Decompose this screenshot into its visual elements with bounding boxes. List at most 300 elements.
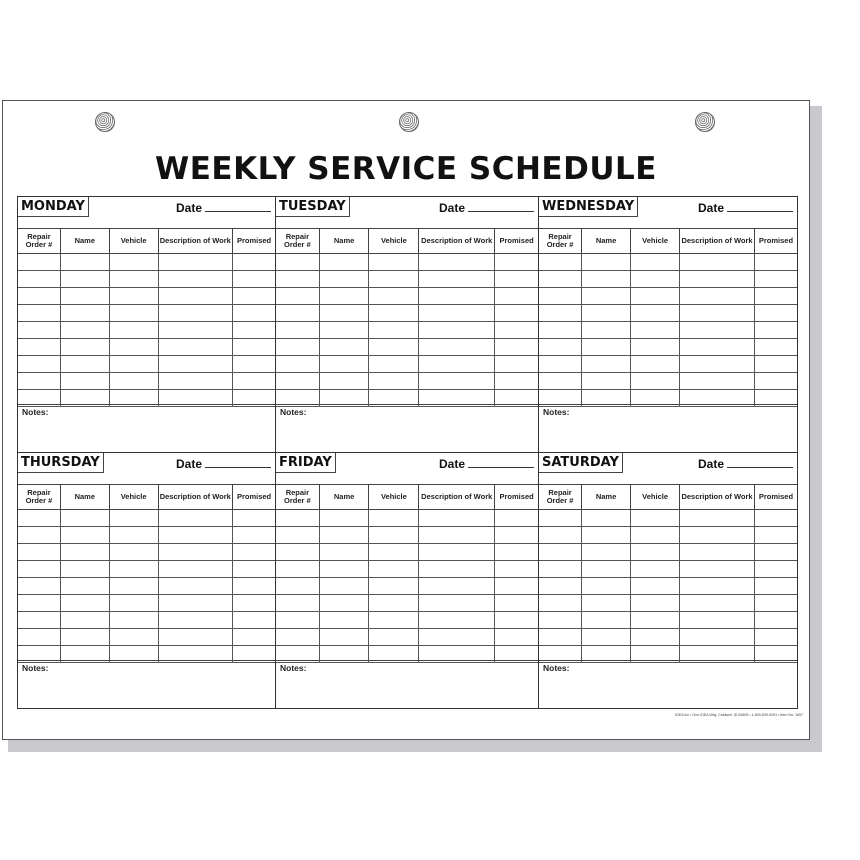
entry-cell[interactable]: [109, 510, 158, 527]
notes-label: Notes:: [22, 663, 49, 673]
entry-cell[interactable]: [495, 322, 538, 339]
entry-cell[interactable]: [158, 322, 233, 339]
entry-cell[interactable]: [754, 339, 797, 356]
date-line[interactable]: [468, 467, 534, 468]
entry-cell[interactable]: [539, 595, 582, 612]
entry-cell[interactable]: [631, 339, 680, 356]
entry-cell[interactable]: [233, 578, 275, 595]
entry-cell[interactable]: [419, 271, 495, 288]
day-header: [539, 197, 797, 228]
entry-cell[interactable]: [419, 322, 495, 339]
entry-cell[interactable]: [539, 510, 582, 527]
entry-cell[interactable]: [631, 305, 680, 322]
punch-hole-icon: [95, 112, 115, 132]
entry-cell[interactable]: [495, 510, 538, 527]
date-line[interactable]: [468, 211, 534, 212]
entry-cell[interactable]: [109, 578, 158, 595]
entry-cell[interactable]: [18, 629, 60, 646]
entry-cell[interactable]: [158, 595, 233, 612]
entry-cell[interactable]: [18, 288, 60, 305]
entry-cell[interactable]: [539, 373, 582, 390]
day-label: SATURDAY: [539, 453, 623, 473]
entry-cell[interactable]: [495, 629, 538, 646]
entry-cell[interactable]: [495, 561, 538, 578]
entry-cell[interactable]: [60, 629, 109, 646]
entry-cell[interactable]: [319, 339, 369, 356]
entry-cell[interactable]: [539, 322, 582, 339]
entry-cell[interactable]: [109, 595, 158, 612]
entry-cell[interactable]: [109, 322, 158, 339]
entry-cell[interactable]: [158, 544, 233, 561]
entry-cell[interactable]: [276, 527, 319, 544]
entry-cell[interactable]: [754, 356, 797, 373]
entry-cell[interactable]: [419, 595, 495, 612]
date-field[interactable]: [176, 201, 271, 215]
entry-cell[interactable]: [582, 271, 631, 288]
entry-cell[interactable]: [369, 510, 419, 527]
entry-cell[interactable]: [539, 612, 582, 629]
entry-cell[interactable]: [109, 305, 158, 322]
entry-cell[interactable]: [233, 373, 275, 390]
entry-cell[interactable]: [60, 356, 109, 373]
entry-cell[interactable]: [319, 254, 369, 271]
table-row: [539, 288, 797, 305]
entry-cell[interactable]: [18, 356, 60, 373]
table-row: [539, 305, 797, 322]
entry-cell[interactable]: [582, 595, 631, 612]
entry-cell[interactable]: [582, 561, 631, 578]
entry-cell[interactable]: [754, 578, 797, 595]
entry-cell[interactable]: [60, 544, 109, 561]
entry-cell[interactable]: [754, 612, 797, 629]
notes-label: Notes:: [543, 407, 570, 417]
entry-cell[interactable]: [319, 527, 369, 544]
entry-cell[interactable]: [680, 578, 755, 595]
entry-cell[interactable]: [419, 629, 495, 646]
entry-cell[interactable]: [582, 629, 631, 646]
entry-cell[interactable]: [419, 288, 495, 305]
entry-cell[interactable]: [60, 339, 109, 356]
entry-cell[interactable]: [60, 527, 109, 544]
notes-label: Notes:: [280, 407, 307, 417]
entry-cell[interactable]: [582, 510, 631, 527]
entry-cell[interactable]: [276, 254, 319, 271]
entry-cell[interactable]: [158, 373, 233, 390]
entry-cell[interactable]: [539, 629, 582, 646]
entry-cell[interactable]: [631, 288, 680, 305]
entry-cell[interactable]: [582, 612, 631, 629]
entry-cell[interactable]: [369, 322, 419, 339]
entry-cell[interactable]: [276, 544, 319, 561]
entry-cell[interactable]: [276, 271, 319, 288]
entry-cell[interactable]: [582, 544, 631, 561]
entry-cell[interactable]: [233, 339, 275, 356]
entry-cell[interactable]: [18, 595, 60, 612]
date-field[interactable]: [439, 457, 534, 471]
table-row: [539, 544, 797, 561]
entry-cell[interactable]: [233, 612, 275, 629]
entry-cell[interactable]: [18, 373, 60, 390]
column-header: Name: [60, 229, 109, 254]
day-label: WEDNESDAY: [539, 197, 638, 217]
entry-cell[interactable]: [233, 510, 275, 527]
entry-cell[interactable]: [276, 561, 319, 578]
entry-cell[interactable]: [631, 373, 680, 390]
entry-cell[interactable]: [60, 254, 109, 271]
entry-cell[interactable]: [276, 578, 319, 595]
entry-cell[interactable]: [18, 271, 60, 288]
entry-cell[interactable]: [109, 612, 158, 629]
entry-cell[interactable]: [419, 373, 495, 390]
entry-cell[interactable]: [680, 510, 755, 527]
column-header: Repair Order #: [18, 485, 60, 510]
entry-cell[interactable]: [631, 271, 680, 288]
entry-cell[interactable]: [18, 544, 60, 561]
entry-cell[interactable]: [495, 339, 538, 356]
table-row: [18, 271, 275, 288]
table-row: [18, 339, 275, 356]
entry-cell[interactable]: [369, 288, 419, 305]
entry-cell[interactable]: [419, 510, 495, 527]
entry-cell[interactable]: [582, 254, 631, 271]
column-header: Name: [319, 485, 369, 510]
table-row: [276, 578, 538, 595]
table-row: [18, 510, 275, 527]
entry-cell[interactable]: [109, 561, 158, 578]
entry-cell[interactable]: [233, 595, 275, 612]
entry-cell[interactable]: [319, 578, 369, 595]
entry-cell[interactable]: [539, 271, 582, 288]
entry-cell[interactable]: [60, 322, 109, 339]
date-line[interactable]: [205, 211, 271, 212]
entry-cell[interactable]: [369, 578, 419, 595]
entry-cell[interactable]: [60, 288, 109, 305]
column-header: Name: [582, 485, 631, 510]
notes-label: Notes:: [543, 663, 570, 673]
entry-cell[interactable]: [754, 544, 797, 561]
entry-cell[interactable]: [495, 305, 538, 322]
entry-cell[interactable]: [233, 629, 275, 646]
entry-cell[interactable]: [419, 527, 495, 544]
column-header: Description of Work: [419, 229, 495, 254]
entry-cell[interactable]: [319, 288, 369, 305]
entry-cell[interactable]: [18, 305, 60, 322]
entry-cell[interactable]: [369, 373, 419, 390]
entry-cell[interactable]: [680, 561, 755, 578]
entry-cell[interactable]: [495, 288, 538, 305]
entry-cell[interactable]: [233, 322, 275, 339]
date-field[interactable]: [698, 457, 793, 471]
entry-cell[interactable]: [276, 510, 319, 527]
entry-cell[interactable]: [319, 322, 369, 339]
table-row: [18, 254, 275, 271]
entry-cell[interactable]: [60, 373, 109, 390]
entry-cell[interactable]: [582, 339, 631, 356]
entry-cell[interactable]: [582, 578, 631, 595]
entry-cell[interactable]: [18, 578, 60, 595]
entry-cell[interactable]: [60, 561, 109, 578]
entry-cell[interactable]: [582, 373, 631, 390]
entry-cell[interactable]: [582, 305, 631, 322]
entry-cell[interactable]: [754, 510, 797, 527]
entry-cell[interactable]: [319, 595, 369, 612]
entry-cell[interactable]: [319, 510, 369, 527]
entry-cell[interactable]: [109, 254, 158, 271]
entry-cell[interactable]: [539, 578, 582, 595]
entry-cell[interactable]: [369, 595, 419, 612]
entry-cell[interactable]: [631, 527, 680, 544]
entry-cell[interactable]: [631, 595, 680, 612]
entry-cell[interactable]: [680, 544, 755, 561]
entry-cell[interactable]: [276, 356, 319, 373]
entry-cell[interactable]: [680, 595, 755, 612]
entry-cell[interactable]: [276, 322, 319, 339]
entry-cell[interactable]: [754, 305, 797, 322]
date-line[interactable]: [205, 467, 271, 468]
column-header: Repair Order #: [18, 229, 60, 254]
entry-cell[interactable]: [18, 527, 60, 544]
entry-cell[interactable]: [158, 561, 233, 578]
entry-cell[interactable]: [495, 356, 538, 373]
entry-cell[interactable]: [419, 612, 495, 629]
entry-cell[interactable]: [631, 322, 680, 339]
entry-cell[interactable]: [419, 356, 495, 373]
date-field[interactable]: [439, 201, 534, 215]
entry-cell[interactable]: [319, 305, 369, 322]
entry-cell[interactable]: [495, 612, 538, 629]
entry-cell[interactable]: [233, 527, 275, 544]
entry-cell[interactable]: [276, 305, 319, 322]
entry-cell[interactable]: [582, 322, 631, 339]
entry-cell[interactable]: [276, 339, 319, 356]
entry-cell[interactable]: [631, 254, 680, 271]
entry-cell[interactable]: [18, 254, 60, 271]
entry-cell[interactable]: [319, 271, 369, 288]
table-row: [18, 612, 275, 629]
entry-cell[interactable]: [582, 356, 631, 373]
day-block-saturday: [538, 452, 798, 709]
entry-cell[interactable]: [680, 373, 755, 390]
entry-cell[interactable]: [631, 356, 680, 373]
notes-area[interactable]: [539, 660, 797, 708]
entry-cell[interactable]: [539, 544, 582, 561]
entry-cell[interactable]: [158, 339, 233, 356]
entry-cell[interactable]: [754, 373, 797, 390]
table-header-row: [18, 229, 275, 254]
entry-cell[interactable]: [495, 254, 538, 271]
column-header: Vehicle: [109, 229, 158, 254]
date-field[interactable]: [698, 201, 793, 215]
entry-cell[interactable]: [539, 305, 582, 322]
entry-cell[interactable]: [631, 561, 680, 578]
entry-cell[interactable]: [369, 356, 419, 373]
entry-cell[interactable]: [233, 544, 275, 561]
entry-cell[interactable]: [680, 254, 755, 271]
table-header-row: [276, 229, 538, 254]
entry-cell[interactable]: [539, 356, 582, 373]
entry-cell[interactable]: [319, 373, 369, 390]
entry-cell[interactable]: [419, 544, 495, 561]
entry-cell[interactable]: [158, 288, 233, 305]
table-row: [276, 271, 538, 288]
entry-cell[interactable]: [233, 288, 275, 305]
entry-cell[interactable]: [233, 305, 275, 322]
notes-area[interactable]: [276, 404, 538, 452]
column-header: Promised: [754, 229, 797, 254]
entry-cell[interactable]: [419, 254, 495, 271]
entry-cell[interactable]: [158, 271, 233, 288]
entry-cell[interactable]: [60, 305, 109, 322]
column-header: Description of Work: [158, 229, 233, 254]
entry-cell[interactable]: [18, 339, 60, 356]
entry-cell[interactable]: [419, 578, 495, 595]
entry-cell[interactable]: [369, 271, 419, 288]
entry-cell[interactable]: [276, 629, 319, 646]
date-line[interactable]: [727, 211, 793, 212]
entry-cell[interactable]: [680, 305, 755, 322]
entry-cell[interactable]: [109, 629, 158, 646]
entry-cell[interactable]: [319, 629, 369, 646]
entry-cell[interactable]: [369, 544, 419, 561]
entry-cell[interactable]: [319, 544, 369, 561]
entry-cell[interactable]: [539, 339, 582, 356]
entry-cell[interactable]: [419, 339, 495, 356]
entry-cell[interactable]: [109, 544, 158, 561]
entry-cell[interactable]: [276, 288, 319, 305]
entry-cell[interactable]: [582, 527, 631, 544]
entry-cell[interactable]: [109, 271, 158, 288]
entry-cell[interactable]: [158, 510, 233, 527]
table-row: [276, 527, 538, 544]
notes-area[interactable]: [276, 660, 538, 708]
entry-cell[interactable]: [680, 322, 755, 339]
entry-cell[interactable]: [495, 578, 538, 595]
entry-cell[interactable]: [109, 527, 158, 544]
notes-label: Notes:: [280, 663, 307, 673]
entry-cell[interactable]: [539, 288, 582, 305]
entry-cell[interactable]: [419, 305, 495, 322]
table-row: [539, 629, 797, 646]
entry-cell[interactable]: [276, 612, 319, 629]
entry-cell[interactable]: [369, 561, 419, 578]
date-line[interactable]: [727, 467, 793, 468]
entry-cell[interactable]: [369, 527, 419, 544]
entry-cell[interactable]: [158, 305, 233, 322]
entry-cell[interactable]: [495, 595, 538, 612]
entry-cell[interactable]: [158, 356, 233, 373]
entry-cell[interactable]: [495, 527, 538, 544]
column-header: Promised: [233, 229, 275, 254]
entry-cell[interactable]: [754, 561, 797, 578]
entry-cell[interactable]: [631, 510, 680, 527]
day-label: FRIDAY: [276, 453, 336, 473]
entry-cell[interactable]: [233, 356, 275, 373]
entry-cell[interactable]: [680, 271, 755, 288]
entry-cell[interactable]: [369, 254, 419, 271]
entry-cell[interactable]: [539, 527, 582, 544]
entry-cell[interactable]: [754, 595, 797, 612]
entry-cell[interactable]: [158, 578, 233, 595]
table-row: [276, 595, 538, 612]
entry-cell[interactable]: [158, 254, 233, 271]
entry-cell[interactable]: [319, 356, 369, 373]
entry-cell[interactable]: [419, 561, 495, 578]
entry-cell[interactable]: [276, 595, 319, 612]
entry-cell[interactable]: [233, 271, 275, 288]
entry-cell[interactable]: [495, 373, 538, 390]
table-row: [276, 322, 538, 339]
entry-cell[interactable]: [109, 288, 158, 305]
entry-cell[interactable]: [109, 339, 158, 356]
notes-area[interactable]: [18, 660, 275, 708]
entry-cell[interactable]: [680, 612, 755, 629]
entry-cell[interactable]: [680, 288, 755, 305]
entry-cell[interactable]: [631, 629, 680, 646]
entry-cell[interactable]: [680, 339, 755, 356]
entry-cell[interactable]: [60, 595, 109, 612]
entry-cell[interactable]: [369, 339, 419, 356]
notes-area[interactable]: [539, 404, 797, 452]
entry-cell[interactable]: [754, 527, 797, 544]
date-field[interactable]: [176, 457, 271, 471]
entry-cell[interactable]: [754, 629, 797, 646]
entry-cell[interactable]: [60, 510, 109, 527]
entry-cell[interactable]: [18, 561, 60, 578]
column-header: Description of Work: [158, 485, 233, 510]
entry-cell[interactable]: [495, 271, 538, 288]
entry-cell[interactable]: [631, 612, 680, 629]
date-label: Date: [175, 201, 202, 215]
entry-cell[interactable]: [495, 544, 538, 561]
entry-cell[interactable]: [754, 288, 797, 305]
entry-cell[interactable]: [369, 629, 419, 646]
entry-cell[interactable]: [319, 612, 369, 629]
entry-cell[interactable]: [18, 322, 60, 339]
entry-cell[interactable]: [754, 254, 797, 271]
entry-cell[interactable]: [680, 527, 755, 544]
entry-cell[interactable]: [319, 561, 369, 578]
entry-cell[interactable]: [631, 578, 680, 595]
entry-cell[interactable]: [369, 305, 419, 322]
table-row: [18, 322, 275, 339]
entry-cell[interactable]: [582, 288, 631, 305]
entry-cell[interactable]: [754, 322, 797, 339]
entry-cell[interactable]: [276, 373, 319, 390]
notes-area[interactable]: [18, 404, 275, 452]
entry-cell[interactable]: [539, 254, 582, 271]
entry-cell[interactable]: [631, 544, 680, 561]
entry-cell[interactable]: [18, 612, 60, 629]
entry-cell[interactable]: [60, 578, 109, 595]
entry-cell[interactable]: [158, 527, 233, 544]
entry-cell[interactable]: [158, 612, 233, 629]
entry-cell[interactable]: [109, 373, 158, 390]
entry-cell[interactable]: [158, 629, 233, 646]
date-label: Date: [697, 201, 724, 215]
entry-cell[interactable]: [60, 612, 109, 629]
entry-cell[interactable]: [680, 629, 755, 646]
entry-cell[interactable]: [233, 254, 275, 271]
entry-cell[interactable]: [109, 356, 158, 373]
entry-cell[interactable]: [18, 510, 60, 527]
entry-cell[interactable]: [60, 271, 109, 288]
table-row: [18, 527, 275, 544]
entry-cell[interactable]: [369, 612, 419, 629]
entry-cell[interactable]: [233, 561, 275, 578]
entry-cell[interactable]: [754, 271, 797, 288]
entry-cell[interactable]: [680, 356, 755, 373]
entry-cell[interactable]: [539, 561, 582, 578]
